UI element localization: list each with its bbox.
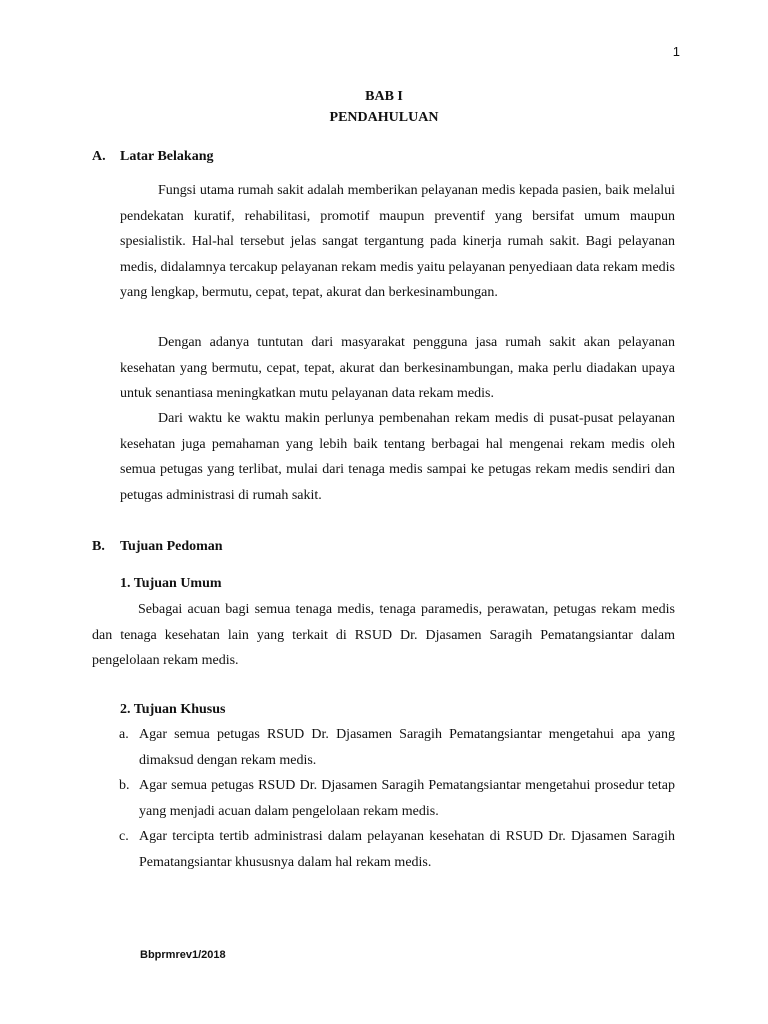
list-marker: b. <box>119 778 130 793</box>
paragraph-latar-1: Fungsi utama rumah sakit adalah memberikan pelayanan medis kepada pasien, baik melalui pendekatan kuratif, rehabilitasi, promotif maupun preventif yang bersifat umum maupun spesialistik. Hal-hal tersebut jelas sangat tergantung pada kinerja rumah sakit. Bagi pelayanan medis, didalamnya tercakup pelayanan rekam medis yaitu pelayanan penyediaan data rekam medis yang lengkap, bermutu, cepat, tepat, akurat dan berkesinambungan. <box>120 183 675 300</box>
list-text: Agar tercipta tertib administrasi dalam pelayanan kesehatan di RSUD Dr. Djasamen Saragih Pematangsiantar khususnya dalam hal rekam medis. <box>139 829 675 870</box>
section-a-title: Latar Belakang <box>120 149 214 164</box>
tujuan-umum-text: Sebagai acuan bagi semua tenaga medis, tenaga paramedis, perawatan, petugas rekam medis dan tenaga kesehatan lain yang terkait di RSUD Dr. Djasamen Saragih Pematangsiantar dalam pengelolaan rekam medis. <box>92 602 675 668</box>
tujuan-khusus-heading: 2. Tujuan Khusus <box>120 702 226 717</box>
list-text: Agar semua petugas RSUD Dr. Djasamen Saragih Pematangsiantar mengetahui apa yang dimaksud dengan rekam medis. <box>139 727 675 768</box>
chapter-title: PENDAHULUAN <box>329 110 439 125</box>
chapter-label: BAB I <box>365 89 403 104</box>
list-item <box>119 773 675 824</box>
list-text: Agar semua petugas RSUD Dr. Djasamen Saragih Pematangsiantar mengetahui prosedur tetap yang menjadi acuan dalam pengelolaan rekam medis. <box>139 778 675 819</box>
list-marker: a. <box>119 727 129 742</box>
list-marker: c. <box>119 829 129 844</box>
chapter-heading <box>0 86 768 128</box>
list-item <box>119 722 675 773</box>
section-a-marker: A. <box>92 149 106 164</box>
paragraph-latar-3: Dari waktu ke waktu makin perlunya pembenahan rekam medis di pusat-pusat pelayanan kesehatan juga pemahaman yang lebih baik tentang berbagai hal mengenai rekam medis oleh semua petugas yang terlibat, mulai dari tenaga medis sampai ke petugas rekam medis sendiri dan petugas administrasi di rumah sakit. <box>120 411 675 503</box>
tujuan-umum-heading: 1. Tujuan Umum <box>120 576 222 591</box>
section-b-title: Tujuan Pedoman <box>120 539 223 554</box>
paragraph-latar-2: Dengan adanya tuntutan dari masyarakat pengguna jasa rumah sakit akan pelayanan kesehatan yang bermutu, cepat, tepat, akurat dan berkesinambungan, maka perlu diadakan upaya untuk senantiasa meningkatkan mutu pelayanan data rekam medis. <box>120 335 675 401</box>
footer-code: Bbprmrev1/2018 <box>140 949 226 961</box>
list-item <box>119 824 675 875</box>
page-number: 1 <box>672 44 680 59</box>
section-b-marker: B. <box>92 539 105 554</box>
